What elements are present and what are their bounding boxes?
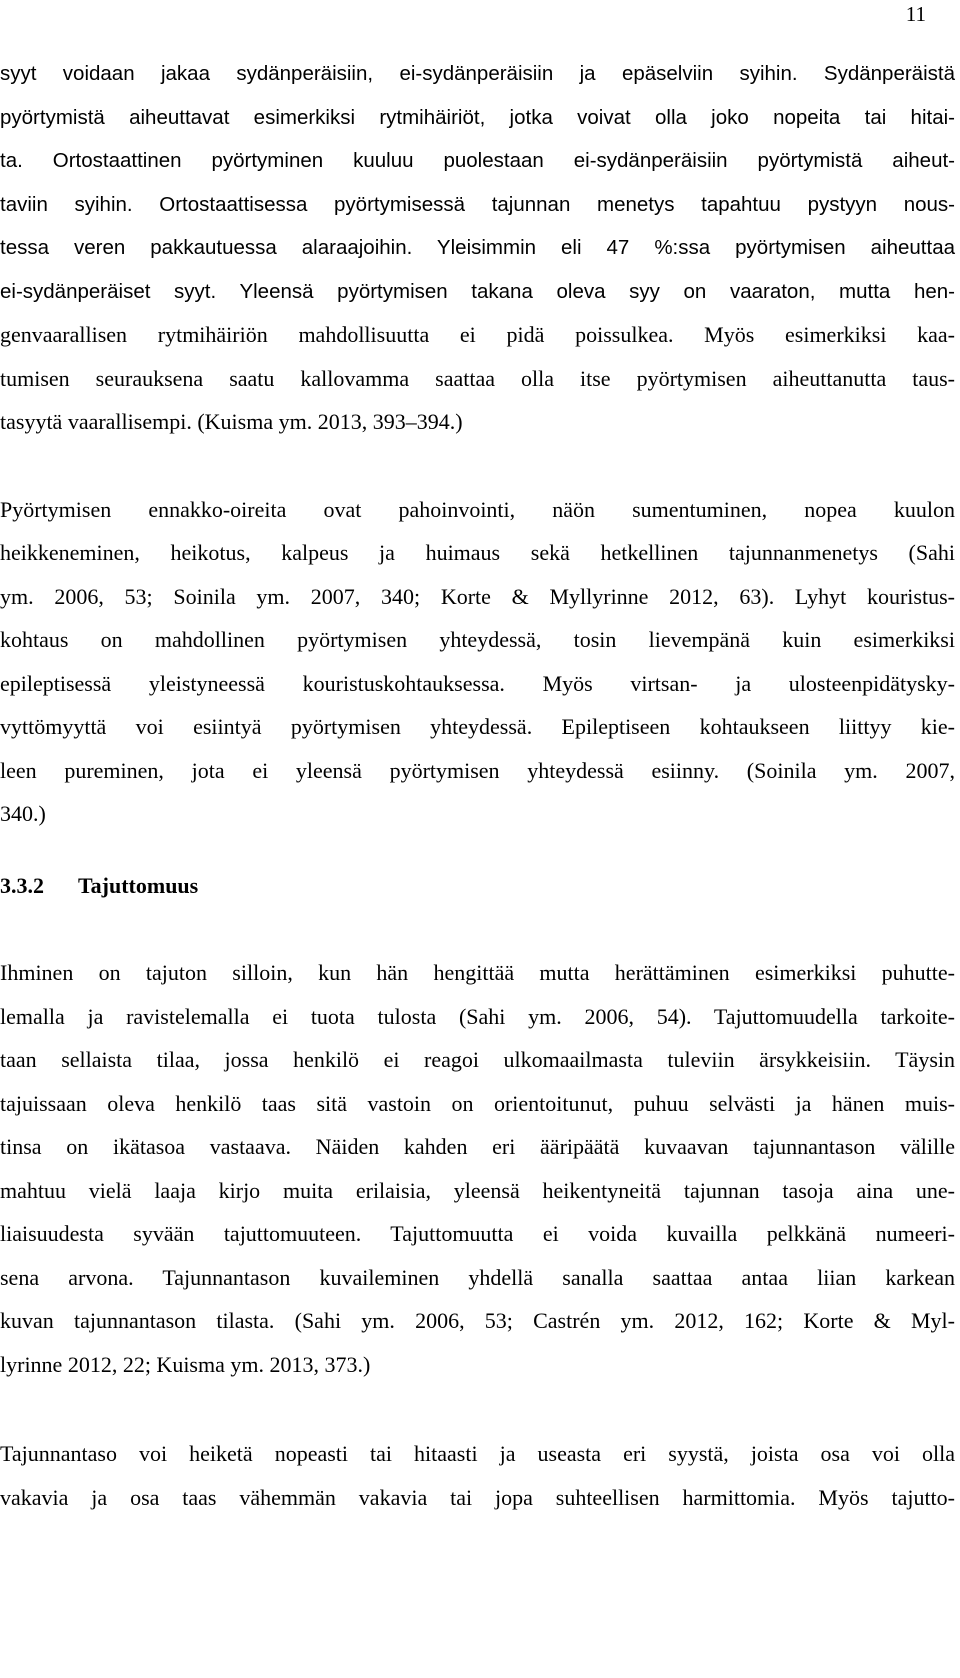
text-line: sena arvona. Tajunnantason kuvaileminen yhdellä sanalla saattaa antaa liian karkean	[0, 1264, 955, 1290]
text-line: tinsa on ikätasoa vastaava. Näiden kahden eri ääripäätä kuvaavan tajunnantason välille	[0, 1134, 955, 1159]
text-line: ta. Ortostaattinen pyörtyminen kuuluu puolestaan ei-sydänperäisiin pyörtymistä aiheut-	[0, 149, 955, 172]
text-line: ei-sydänperäiset syyt. Yleensä pyörtymisen takana oleva syy on vaaraton, mutta hen-	[0, 279, 955, 303]
text-line: syyt voidaan jakaa sydänperäisiin, ei-sydänperäisiin ja epäselviin syihin. Sydänperäistä	[0, 62, 955, 85]
text-line: epileptisessä yleistyneessä kouristuskohtauksessa. Myös virtsan- ja ulosteenpidätysky-	[0, 670, 955, 696]
section-heading	[0, 864, 955, 908]
text-line: lemalla ja ravistelemalla ei tuota tulosta (Sahi ym. 2006, 54). Tajuttomuudella tarkoite-	[0, 1003, 955, 1029]
text-line: tasyytä vaarallisempi. (Kuisma ym. 2013, 393–394.)	[0, 409, 463, 434]
text-line: pyörtymistä aiheuttavat esimerkiksi rytmihäiriöt, jotka voivat olla joko nopeita tai hitai-	[0, 105, 955, 129]
paragraph-4	[0, 1432, 955, 1519]
text-line: taan sellaista tilaa, jossa henkilö ei reagoi ulkomaailmasta tuleviin ärsykkeisiin. Täysin	[0, 1047, 955, 1072]
text-line: 340.)	[0, 801, 46, 826]
document-body	[0, 52, 955, 1519]
text-line: liaisuudesta syvään tajuttomuuteen. Tajuttomuutta ei voida kuvailla pelkkänä numeeri-	[0, 1221, 955, 1246]
text-line: Tajunnantaso voi heiketä nopeasti tai hitaasti ja useasta eri syystä, joista osa voi olla	[0, 1441, 955, 1466]
paragraph-2	[0, 488, 955, 836]
page-number: 11	[905, 2, 926, 26]
paragraph-3	[0, 951, 955, 1386]
text-line: tajuissaan oleva henkilö taas sitä vastoin on orientoitunut, puhuu selvästi ja hänen muis-	[0, 1090, 955, 1116]
section-number: 3.3.2	[0, 872, 44, 898]
text-line: vakavia ja osa taas vähemmän vakavia tai jopa suhteellisen harmittomia. Myös tajutto-	[0, 1484, 955, 1510]
text-line: lyrinne 2012, 22; Kuisma ym. 2013, 373.)	[0, 1351, 371, 1377]
text-line: vyttömyyttä voi esiintyä pyörtymisen yhteydessä. Epileptiseen kohtaukseen liittyy kie-	[0, 714, 955, 739]
text-line: leen pureminen, jota ei yleensä pyörtymisen yhteydessä esiinny. (Soinila ym. 2007,	[0, 757, 955, 783]
section-title: Tajuttomuus	[78, 872, 199, 898]
text-line: mahtuu vielä laaja kirjo muita erilaisia, yleensä heikentyneitä tajunnan tasoja aina une-	[0, 1177, 955, 1203]
paragraph-1	[0, 52, 955, 444]
text-line: kohtaus on mahdollinen pyörtymisen yhteydessä, tosin lievempänä kuin esimerkiksi	[0, 627, 955, 652]
text-line: heikkeneminen, heikotus, kalpeus ja huimaus sekä hetkellinen tajunnanmenetys (Sahi	[0, 540, 955, 565]
text-line: taviin syihin. Ortostaattisessa pyörtymisessä tajunnan menetys tapahtuu pystyyn nous-	[0, 192, 955, 216]
text-line: genvaarallisen rytmihäiriön mahdollisuutta ei pidä poissulkea. Myös esimerkiksi kaa-	[0, 322, 955, 347]
text-line: Ihminen on tajuton silloin, kun hän hengittää mutta herättäminen esimerkiksi puhutte-	[0, 960, 955, 985]
text-line: kuvan tajunnantason tilasta. (Sahi ym. 2006, 53; Castrén ym. 2012, 162; Korte & Myl-	[0, 1308, 955, 1333]
text-line: tessa veren pakkautuessa alaraajoihin. Yleisimmin eli 47 %:ssa pyörtymisen aiheuttaa	[0, 236, 955, 259]
text-line: tumisen seurauksena saatu kallovamma saattaa olla itse pyörtymisen aiheuttanutta taus-	[0, 365, 955, 391]
text-line: Pyörtymisen ennakko-oireita ovat pahoinvointi, näön sumentuminen, nopea kuulon	[0, 496, 955, 522]
text-line: ym. 2006, 53; Soinila ym. 2007, 340; Korte & Myllyrinne 2012, 63). Lyhyt kouristus-	[0, 583, 955, 609]
